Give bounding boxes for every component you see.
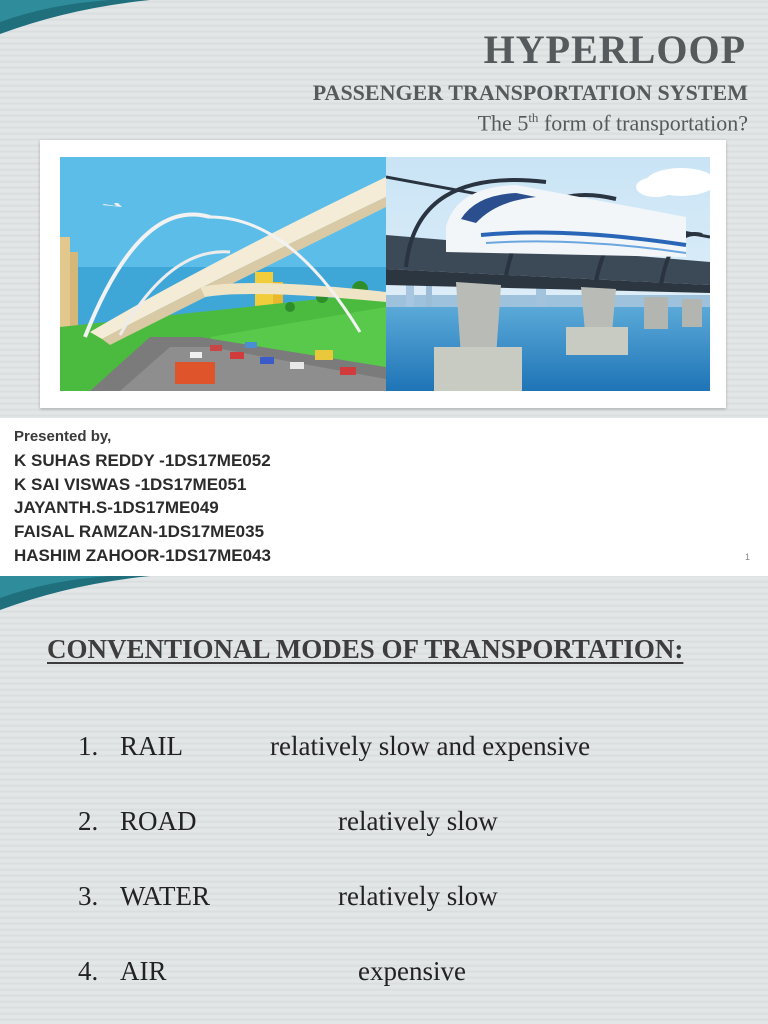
- item-mode: WATER: [120, 881, 210, 911]
- hyperloop-track-photo: [386, 157, 710, 391]
- slide-subtitle: PASSENGER TRANSPORTATION SYSTEM: [312, 80, 748, 105]
- item-description: relatively slow: [338, 881, 498, 911]
- corner-swoosh-decoration: [0, 0, 160, 40]
- elevated-tube-illustration: [60, 157, 386, 391]
- item-mode: AIR: [120, 956, 167, 986]
- presented-by-label: Presented by,: [14, 428, 112, 445]
- item-number: 4.: [78, 956, 99, 986]
- presenter-name: JAYANTH.S-1DS17ME049: [14, 498, 219, 517]
- item-description: relatively slow and expensive: [270, 731, 591, 761]
- page-number: 1: [744, 552, 750, 562]
- slide-title: HYPERLOOP: [483, 27, 746, 72]
- item-number: 1.: [78, 731, 99, 761]
- item-mode: ROAD: [120, 806, 197, 836]
- slide-heading: CONVENTIONAL MODES OF TRANSPORTATION:: [47, 634, 684, 664]
- presenter-name: HASHIM ZAHOOR-1DS17ME043: [14, 546, 271, 565]
- modes-slide: [0, 576, 768, 1024]
- slide-question: The 5th form of transportation?: [477, 110, 748, 136]
- item-mode: RAIL: [120, 731, 183, 761]
- item-description: relatively slow: [338, 806, 498, 836]
- presenter-name: K SUHAS REDDY -1DS17ME052: [14, 451, 271, 470]
- item-description: expensive: [358, 956, 466, 986]
- hyperloop-image-frame: [40, 140, 726, 408]
- item-number: 2.: [78, 806, 99, 836]
- presenters-panel: [0, 418, 768, 576]
- presenter-name: K SAI VISWAS -1DS17ME051: [14, 475, 247, 494]
- corner-swoosh-decoration: [0, 576, 160, 616]
- presenter-name: FAISAL RAMZAN-1DS17ME035: [14, 522, 265, 541]
- item-number: 3.: [78, 881, 99, 911]
